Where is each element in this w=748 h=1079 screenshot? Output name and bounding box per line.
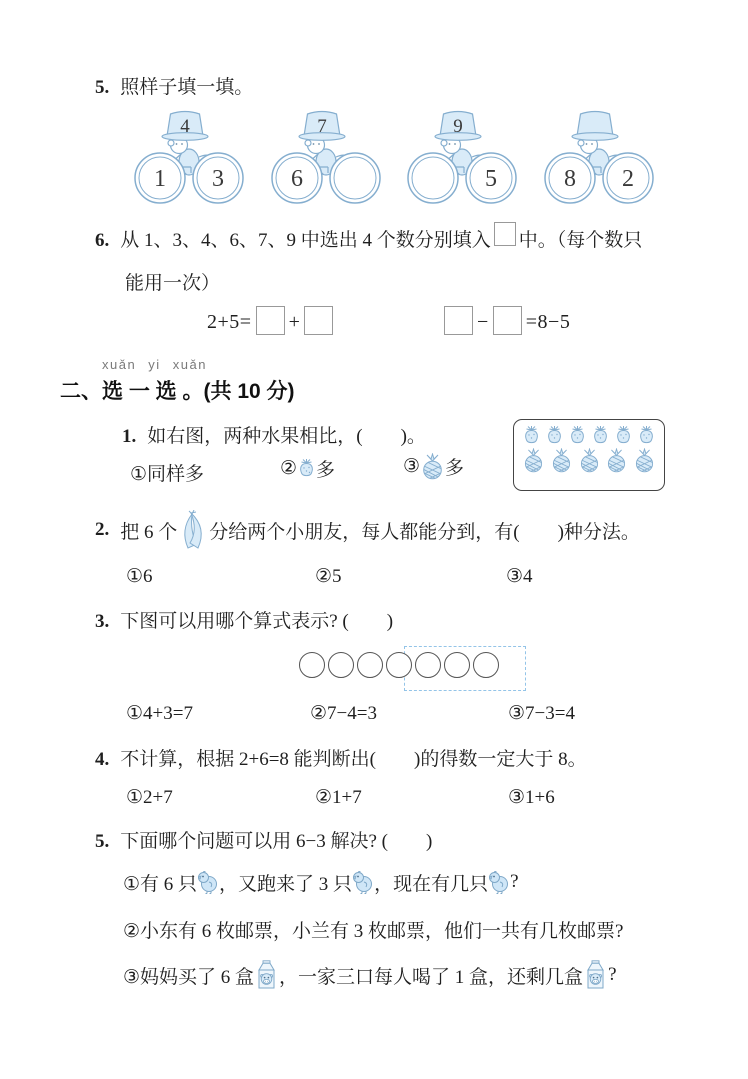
q5-option-1[interactable] bbox=[123, 864, 519, 900]
chick-icon bbox=[352, 870, 374, 894]
corn-icon bbox=[178, 510, 208, 550]
hat-number: 9 bbox=[453, 116, 464, 137]
option-text: ，一家三口每人喝了 1 盒，还剩几盒 bbox=[279, 966, 584, 988]
circle bbox=[328, 652, 354, 678]
monkey-bicycle-figure bbox=[406, 107, 518, 207]
q4-option-1[interactable]: ①2+7 bbox=[126, 787, 173, 808]
question-text: 下面哪个问题可以用 6−3 解决? ( ) bbox=[120, 831, 433, 852]
question-6-fill-title bbox=[95, 222, 642, 252]
strawberry-icon bbox=[591, 425, 610, 446]
choice-question-4 bbox=[95, 744, 587, 771]
question-text: 能用一次） bbox=[125, 273, 221, 294]
question-text: 下图可以用哪个算式表示? ( ) bbox=[120, 611, 394, 632]
question-number: 6. bbox=[95, 230, 110, 251]
q3-option-2[interactable]: ②7−4=3 bbox=[310, 703, 377, 724]
equation-text: =8−5 bbox=[525, 311, 571, 333]
q3-option-1[interactable]: ①4+3=7 bbox=[126, 703, 193, 724]
option-text: ，又跑来了 3 只 bbox=[219, 873, 353, 895]
hat-number: 4 bbox=[180, 116, 190, 137]
option-label: ② bbox=[280, 458, 298, 479]
option-text: ? bbox=[510, 871, 519, 892]
right-wheel-number: 3 bbox=[212, 166, 224, 192]
left-wheel-number: 8 bbox=[563, 166, 576, 192]
q4-option-2[interactable]: ②1+7 bbox=[315, 787, 362, 808]
question-text: 中。（每个数只 bbox=[518, 230, 643, 251]
question-number: 5. bbox=[95, 77, 110, 98]
q4-option-3[interactable]: ③1+6 bbox=[508, 787, 555, 808]
q5-option-2[interactable]: ②小东有 6 枚邮票，小兰有 3 枚邮票，他们一共有几枚邮票? bbox=[123, 921, 624, 942]
q5-option-3[interactable] bbox=[123, 955, 617, 995]
option-text: ，现在有几只 bbox=[374, 873, 489, 895]
q2-option-3[interactable]: ③4 bbox=[506, 566, 533, 587]
question-text: 把 6 个 bbox=[120, 521, 178, 543]
chick-icon bbox=[488, 870, 510, 894]
equation-2 bbox=[440, 306, 570, 335]
question-text: 不计算，根据 2+6=8 能判断出( )的得数一定大于 8。 bbox=[120, 749, 587, 770]
q1-option-1[interactable]: ①同样多 bbox=[130, 464, 205, 485]
strawberry-icon bbox=[297, 458, 316, 479]
equation-operator: − bbox=[477, 311, 489, 333]
monkey-bicycle-figure bbox=[270, 107, 382, 207]
choice-question-5 bbox=[95, 826, 432, 853]
choice-question-1 bbox=[122, 421, 426, 448]
milk-carton-icon bbox=[255, 960, 278, 990]
strawberry-row bbox=[522, 425, 656, 446]
milk-carton-icon bbox=[584, 960, 607, 990]
question-number: 1. bbox=[122, 426, 137, 447]
monkey-bicycle-figure bbox=[543, 107, 655, 207]
equation-text: 2+5= bbox=[207, 311, 252, 333]
question-text: 如右图，两种水果相比，( )。 bbox=[147, 426, 426, 447]
question-text: 照样子填一填。 bbox=[120, 77, 254, 98]
fruit-comparison-figure bbox=[513, 419, 665, 491]
question-number: 4. bbox=[95, 749, 110, 770]
answer-box[interactable] bbox=[304, 306, 333, 335]
right-wheel-number: 2 bbox=[621, 166, 634, 192]
question-6-line2 bbox=[125, 268, 220, 295]
question-text: 从 1、3、4、6、7、9 中选出 4 个数分别填入 bbox=[120, 230, 491, 251]
hat-number: 7 bbox=[316, 116, 327, 137]
circle bbox=[444, 652, 470, 678]
left-wheel-number: 1 bbox=[154, 166, 166, 192]
strawberry-icon bbox=[637, 425, 656, 446]
blank-wheel-answer[interactable] bbox=[334, 157, 376, 199]
option-label: 多 bbox=[445, 458, 465, 479]
question-number: 2. bbox=[95, 519, 110, 540]
circle bbox=[473, 652, 499, 678]
left-wheel-number: 6 bbox=[290, 166, 303, 192]
question-number: 3. bbox=[95, 611, 110, 632]
q1-option-2[interactable] bbox=[280, 455, 335, 482]
option-text: ③妈妈买了 6 盒 bbox=[123, 966, 255, 988]
blank-wheel-answer[interactable] bbox=[412, 157, 454, 199]
answer-box[interactable] bbox=[493, 306, 522, 335]
monkey-bicycle-figure bbox=[133, 107, 245, 207]
pineapple-icon bbox=[522, 448, 545, 473]
pineapple-icon bbox=[633, 448, 656, 473]
q2-option-2[interactable]: ②5 bbox=[315, 566, 342, 587]
circle bbox=[415, 652, 441, 678]
choice-question-3 bbox=[95, 606, 393, 633]
strawberry-icon bbox=[522, 425, 541, 446]
q1-option-3[interactable] bbox=[403, 453, 464, 480]
q3-option-3[interactable]: ③7−3=4 bbox=[508, 703, 575, 724]
pineapple-icon bbox=[605, 448, 628, 473]
inline-blank-box bbox=[494, 222, 516, 246]
question-number: 5. bbox=[95, 831, 110, 852]
question-text: 分给两个小朋友，每人都能分到，有( )种分法。 bbox=[209, 521, 640, 543]
pineapple-row bbox=[522, 448, 656, 473]
section-pinyin: xuǎn yi xuǎn bbox=[102, 357, 207, 372]
answer-box[interactable] bbox=[256, 306, 285, 335]
pineapple-icon bbox=[420, 453, 445, 480]
right-wheel-number: 5 bbox=[485, 166, 498, 192]
option-text: ①有 6 只 bbox=[123, 873, 198, 895]
monkey-bicycle-row bbox=[133, 107, 655, 207]
pineapple-icon bbox=[550, 448, 573, 473]
option-label: 多 bbox=[316, 460, 336, 481]
equation-1 bbox=[207, 306, 337, 335]
option-label: ③ bbox=[403, 456, 421, 477]
answer-box[interactable] bbox=[444, 306, 473, 335]
chick-icon bbox=[197, 870, 219, 894]
choice-question-2 bbox=[95, 510, 640, 550]
option-text: ? bbox=[608, 964, 617, 985]
circle bbox=[299, 652, 325, 678]
strawberry-icon bbox=[614, 425, 633, 446]
strawberry-icon bbox=[568, 425, 587, 446]
strawberry-icon bbox=[545, 425, 564, 446]
section-title: 二、选 一 选 。(共 10 分) bbox=[60, 380, 295, 403]
equation-operator: + bbox=[288, 311, 301, 333]
question-5-fill-title bbox=[95, 72, 253, 99]
circle bbox=[357, 652, 383, 678]
pineapple-icon bbox=[578, 448, 601, 473]
q2-option-1[interactable]: ①6 bbox=[126, 566, 153, 587]
circle bbox=[386, 652, 412, 678]
circle-figure bbox=[299, 652, 499, 678]
